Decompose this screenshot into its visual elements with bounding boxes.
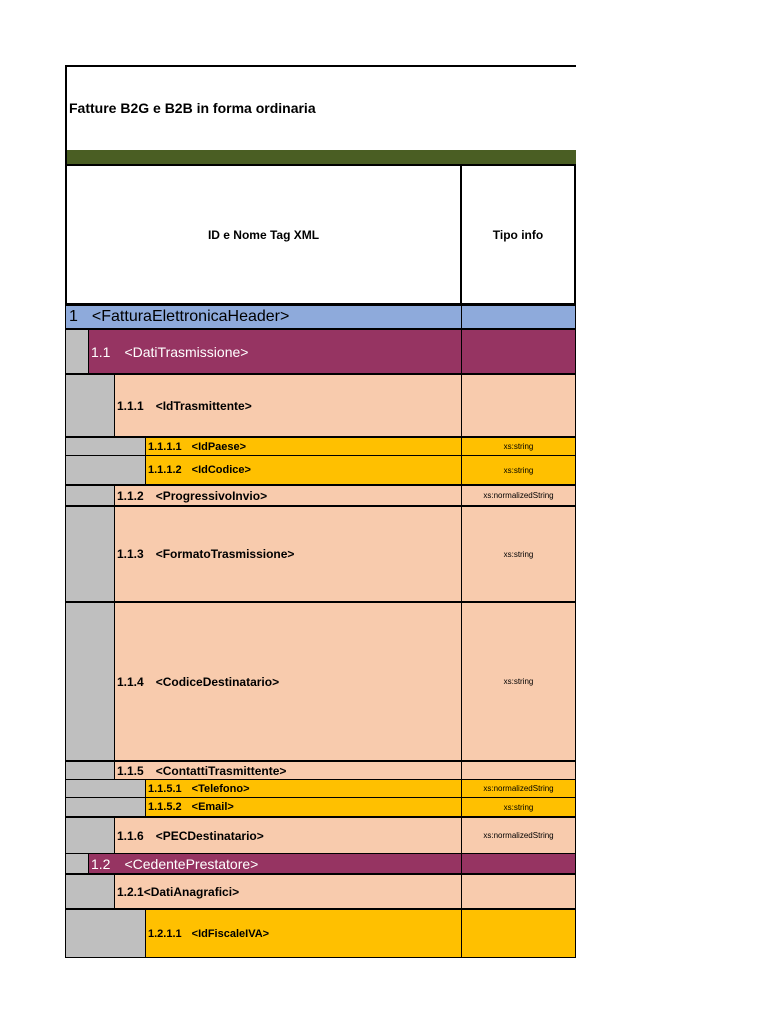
indent-cell: [65, 437, 146, 456]
document-title: Fatture B2G e B2B in forma ordinaria: [69, 100, 316, 116]
table-row-1-1-1[interactable]: [114, 374, 462, 437]
indent-cell: [65, 485, 115, 506]
tipo-info-cell[interactable]: xs:normalizedString: [461, 485, 576, 506]
row-tag: <FatturaElettronicaHeader>: [91, 308, 290, 325]
tipo-info-cell[interactable]: xs:string: [461, 797, 576, 817]
row-id: 1.1.1: [117, 398, 144, 413]
row-id: 1.1: [91, 343, 111, 360]
table-row-1-2-1-1[interactable]: [145, 909, 462, 958]
row-id: 1.1.5: [117, 763, 144, 778]
tipo-info-cell[interactable]: [461, 874, 576, 909]
indent-cell: [65, 455, 146, 485]
row-tag: <CedentePrestatore>: [124, 855, 259, 872]
table-row-1-2[interactable]: [88, 853, 462, 874]
row-id: 1.1.2: [117, 488, 144, 503]
row-tag: <IdPaese>: [191, 440, 247, 453]
title-area: [65, 65, 576, 150]
column-header-tipo-info[interactable]: Tipo info: [460, 164, 576, 305]
table-row-1[interactable]: [65, 305, 462, 329]
table-row-1-1-6[interactable]: [114, 817, 462, 854]
row-id: 1.2.1.1: [148, 927, 182, 940]
row-tag: <DatiTrasmissione>: [124, 343, 249, 360]
row-id: 1.2: [91, 855, 111, 872]
tipo-info-cell[interactable]: xs:string: [461, 506, 576, 602]
table-row-1-1[interactable]: [88, 329, 462, 374]
row-id: 1.1.6: [117, 828, 144, 843]
tipo-info-cell[interactable]: [461, 329, 576, 374]
row-id: 1: [69, 308, 78, 325]
tipo-info-cell[interactable]: [461, 305, 576, 329]
indent-cell: [65, 779, 146, 798]
row-tag: <IdTrasmittente>: [155, 398, 252, 413]
tipo-info-cell[interactable]: xs:normalizedString: [461, 817, 576, 854]
row-id: 1.2.1: [117, 884, 144, 899]
row-tag: <Telefono>: [191, 782, 250, 795]
row-id: 1.1.5.1: [148, 782, 182, 795]
table-row-1-2-1[interactable]: [114, 874, 462, 909]
row-id: 1.1.3: [117, 547, 144, 561]
tipo-info-cell[interactable]: [461, 761, 576, 780]
row-tag: <CodiceDestinatario>: [155, 674, 280, 689]
tipo-info-cell[interactable]: [461, 909, 576, 958]
indent-cell: [65, 506, 115, 602]
indent-cell: [65, 909, 146, 958]
indent-cell: [65, 874, 115, 909]
row-tag: <IdCodice>: [191, 464, 251, 476]
row-id: 1.1.5.2: [148, 801, 182, 813]
spreadsheet-sheet: [65, 65, 576, 958]
row-id: 1.1.1.2: [148, 464, 182, 476]
row-tag: <Email>: [191, 801, 234, 813]
row-tag: <IdFiscaleIVA>: [191, 927, 270, 940]
row-tag: <ContattiTrasmittente>: [155, 763, 287, 778]
row-tag: <PECDestinatario>: [155, 828, 264, 843]
row-id: 1.1.1.1: [148, 440, 182, 453]
table-row-1-1-5-2[interactable]: [145, 797, 462, 817]
table-row-1-1-5-1[interactable]: [145, 779, 462, 798]
tipo-info-cell[interactable]: xs:string: [461, 602, 576, 761]
row-tag: <DatiAnagrafici>: [143, 884, 240, 899]
header-divider-bar: [65, 150, 576, 164]
indent-cell: [65, 797, 146, 817]
tipo-info-cell[interactable]: xs:string: [461, 437, 576, 456]
indent-cell: [65, 374, 115, 437]
table-row-1-1-4[interactable]: [114, 602, 462, 761]
tipo-info-cell[interactable]: [461, 374, 576, 437]
indent-cell: [65, 853, 89, 874]
table-row-1-1-1-2[interactable]: [145, 455, 462, 485]
table-row-1-1-5[interactable]: [114, 761, 462, 780]
row-tag: <ProgressivoInvio>: [155, 488, 268, 503]
tipo-info-cell[interactable]: xs:string: [461, 455, 576, 485]
column-header-id-nome-tag[interactable]: ID e Nome Tag XML: [65, 164, 462, 305]
tipo-info-cell[interactable]: [461, 853, 576, 874]
row-tag: <FormatoTrasmissione>: [155, 547, 295, 561]
row-id: 1.1.4: [117, 674, 144, 689]
indent-cell: [65, 817, 115, 854]
indent-cell: [65, 329, 89, 374]
table-row-1-1-2[interactable]: [114, 485, 462, 506]
tipo-info-cell[interactable]: xs:normalizedString: [461, 779, 576, 798]
table-row-1-1-3[interactable]: [114, 506, 462, 602]
indent-cell: [65, 761, 115, 780]
indent-cell: [65, 602, 115, 761]
table-row-1-1-1-1[interactable]: [145, 437, 462, 456]
